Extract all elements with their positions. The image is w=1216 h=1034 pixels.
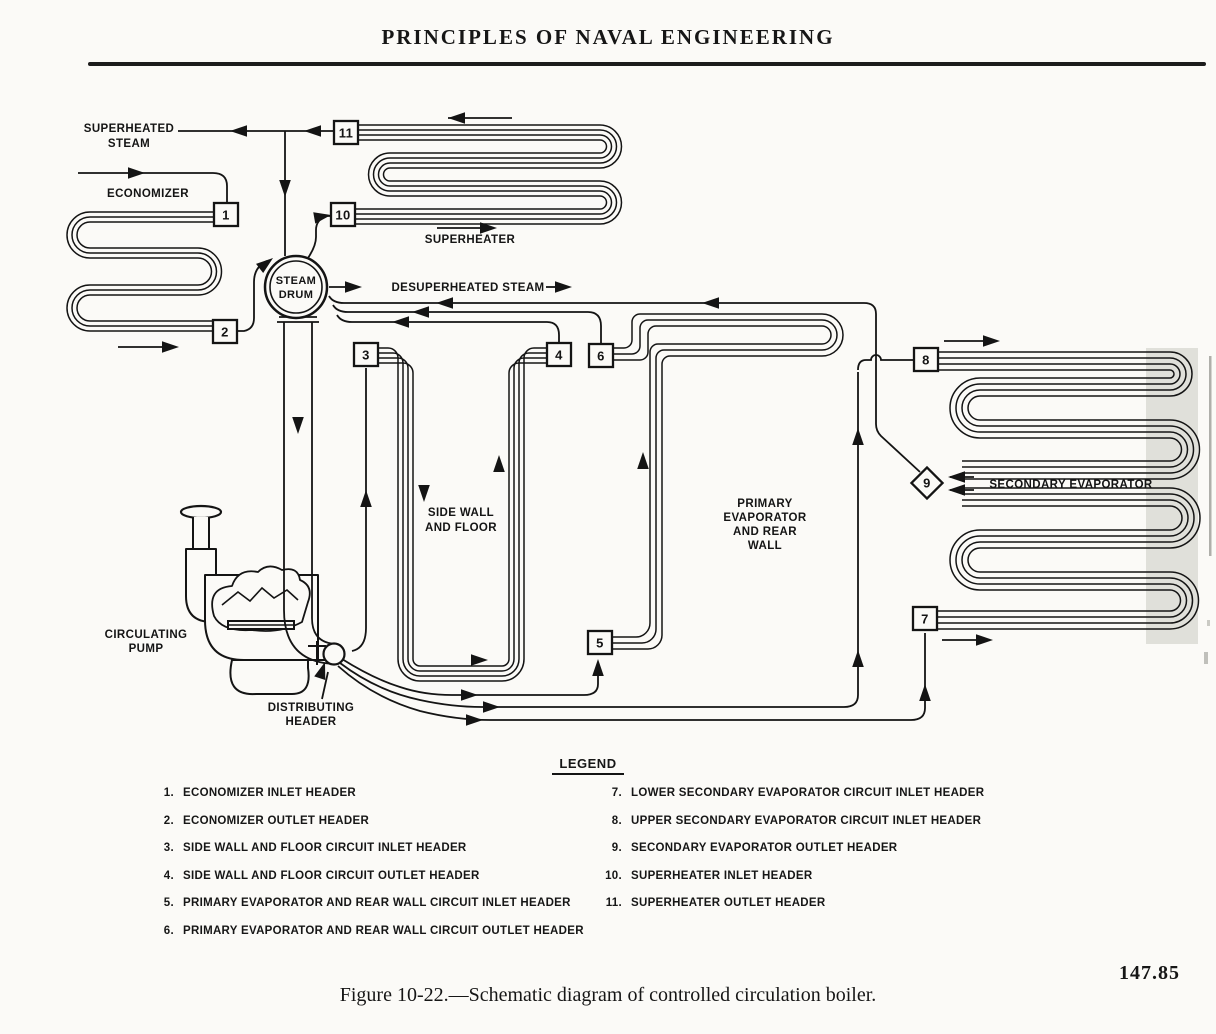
legend-item-number: 2. <box>163 814 174 827</box>
legend-item <box>576 870 984 898</box>
steam-drum <box>265 256 327 318</box>
figure-caption: Figure 10-22.—Schematic diagram of controlled circulation boiler. <box>339 984 877 1006</box>
label-economizer: ECONOMIZER <box>107 188 189 200</box>
flow-arrowhead-icon <box>976 634 993 646</box>
flow-arrowhead-icon <box>128 167 145 179</box>
legend-item-number: 11. <box>605 897 622 909</box>
pipe <box>308 216 331 258</box>
flow-arrowhead-icon <box>555 281 572 293</box>
legend-item-text: ECONOMIZER INLET HEADER <box>183 787 357 799</box>
svg-text:6: 6 <box>597 348 605 364</box>
header-box-6 <box>589 344 613 367</box>
flow-arrowhead-icon <box>471 654 488 666</box>
legend-item <box>146 787 584 815</box>
legend-item-text: PRIMARY EVAPORATOR AND REAR WALL CIRCUIT OUTLET HEADER <box>183 924 584 937</box>
label-3: WALL <box>747 540 783 552</box>
flow-arrowhead-icon <box>592 659 604 676</box>
header-box-5 <box>588 631 612 654</box>
label-0: STEAM <box>275 275 317 287</box>
svg-text:10: 10 <box>335 207 351 223</box>
legend-item-text: SUPERHEATER OUTLET HEADER <box>631 897 826 909</box>
svg-text:5: 5 <box>596 635 604 651</box>
page-title: PRINCIPLES OF NAVAL ENGINEERING <box>381 25 835 49</box>
flow-arrowhead-icon <box>279 180 291 197</box>
figure-number: 147.85 <box>1119 962 1180 984</box>
legend-item-number: 1. <box>163 787 174 799</box>
flow-arrowhead-icon <box>466 714 483 726</box>
legend-item <box>576 897 984 925</box>
label-desuperheated_steam: DESUPERHEATED STEAM <box>391 282 545 294</box>
legend-item <box>146 897 584 925</box>
header-box-8 <box>914 348 938 371</box>
pipe <box>352 368 366 651</box>
flow-arrowhead-icon <box>702 297 719 309</box>
pipe <box>67 212 215 331</box>
legend-item-text: SUPERHEATER INLET HEADER <box>631 869 813 882</box>
flow-arrowhead-icon <box>292 417 304 434</box>
flow-arrowhead-icon <box>360 490 372 507</box>
header-box-9 <box>911 467 942 498</box>
label-1: STEAM <box>107 138 151 150</box>
legend-column-right <box>576 787 984 925</box>
flow-arrowhead-icon <box>230 125 247 137</box>
legend-item <box>146 815 584 843</box>
header-box-2 <box>213 320 237 343</box>
label-secondary_evaporator: SECONDARY EVAPORATOR <box>989 479 1153 491</box>
legend-item-text: SIDE WALL AND FLOOR CIRCUIT INLET HEADER <box>183 842 467 854</box>
legend-item-text: SIDE WALL AND FLOOR CIRCUIT OUTLET HEADER <box>183 869 480 882</box>
legend-item-number: 10. <box>605 869 622 882</box>
header-boxes <box>213 121 943 654</box>
svg-text:4: 4 <box>555 347 563 363</box>
label-superheater: SUPERHEATER <box>424 234 516 246</box>
pipe <box>77 222 221 321</box>
legend-item-number: 4. <box>163 869 174 882</box>
label-0: SUPERHEATED <box>83 123 175 135</box>
flow-arrowhead-icon <box>304 125 321 137</box>
legend-item-text: SECONDARY EVAPORATOR OUTLET HEADER <box>631 842 898 854</box>
legend-item-number: 7. <box>611 787 622 799</box>
flow-arrowhead-icon <box>919 684 931 701</box>
pipe <box>333 305 601 344</box>
label-1: EVAPORATOR <box>723 512 807 524</box>
legend-item <box>576 787 984 815</box>
legend-item-number: 6. <box>163 924 174 937</box>
pipe <box>612 314 843 649</box>
pipe <box>858 355 914 370</box>
legend-item <box>146 842 584 870</box>
legend-item-text: UPPER SECONDARY EVAPORATOR CIRCUIT INLET HEADER <box>631 814 982 827</box>
pipe <box>355 135 612 214</box>
legend-item <box>146 870 584 898</box>
header-box-3 <box>354 343 378 366</box>
flow-arrowhead-icon <box>436 297 453 309</box>
label-1: HEADER <box>285 716 337 728</box>
flow-arrowhead-icon <box>461 689 478 701</box>
pipe <box>612 326 831 637</box>
label-1: DRUM <box>278 289 314 301</box>
flow-arrowhead-icon <box>345 281 362 293</box>
legend-item-text: LOWER SECONDARY EVAPORATOR CIRCUIT INLET HEADER <box>631 787 985 799</box>
label-1: PUMP <box>128 643 164 655</box>
flow-arrowhead-icon <box>162 341 179 353</box>
pipe <box>342 659 598 695</box>
header-box-7 <box>913 607 937 630</box>
flow-arrowhead-icon <box>852 650 864 667</box>
label-2: AND REAR <box>733 526 797 538</box>
label-0: PRIMARY <box>737 498 793 510</box>
svg-text:7: 7 <box>921 611 929 627</box>
flow-arrowhead-icon <box>852 428 864 445</box>
legend-item <box>576 842 984 870</box>
legend-item-number: 9. <box>611 842 622 854</box>
circulating-pump <box>181 506 326 694</box>
label-0: SIDE WALL <box>427 507 495 519</box>
header-box-1 <box>214 203 238 226</box>
flow-arrowhead-icon <box>392 316 409 328</box>
header-box-11 <box>334 121 358 144</box>
flow-arrowhead-icon <box>493 455 505 472</box>
pipe <box>612 320 837 643</box>
legend-item-text: ECONOMIZER OUTLET HEADER <box>183 814 370 827</box>
svg-text:9: 9 <box>923 475 931 491</box>
legend-item <box>576 815 984 843</box>
flow-arrowhead-icon <box>483 701 500 713</box>
legend-title: LEGEND <box>552 756 624 775</box>
flow-arrowhead-icon <box>418 485 430 502</box>
legend-item-text: PRIMARY EVAPORATOR AND REAR WALL CIRCUIT INLET HEADER <box>183 897 571 909</box>
flow-arrowhead-icon <box>948 484 965 496</box>
legend-item-number: 5. <box>163 897 174 909</box>
legend-item-number: 8. <box>611 814 622 827</box>
flow-arrowhead-icon <box>948 471 965 483</box>
svg-text:8: 8 <box>922 352 930 368</box>
legend-item-number: 3. <box>163 842 174 854</box>
svg-text:3: 3 <box>362 347 370 363</box>
pipe <box>355 140 607 209</box>
pipe <box>337 315 559 344</box>
pipe <box>355 130 617 219</box>
svg-text:2: 2 <box>221 324 229 340</box>
svg-text:1: 1 <box>222 207 230 223</box>
legend-item <box>146 925 584 953</box>
legend-column-left <box>146 787 584 952</box>
label-1: AND FLOOR <box>425 522 497 534</box>
header-box-10 <box>331 203 355 226</box>
label-0: CIRCULATING <box>104 629 188 641</box>
flow-arrowhead-icon <box>412 306 429 318</box>
flow-arrowhead-icon <box>448 112 465 124</box>
pipe <box>72 217 217 326</box>
svg-text:11: 11 <box>338 125 354 141</box>
label-0: DISTRIBUTING <box>267 702 355 714</box>
pipe <box>938 506 1182 611</box>
flow-arrowhead-icon <box>983 335 1000 347</box>
distributing-header <box>324 644 345 665</box>
header-box-4 <box>547 343 571 366</box>
flow-arrowhead-icon <box>637 452 649 469</box>
